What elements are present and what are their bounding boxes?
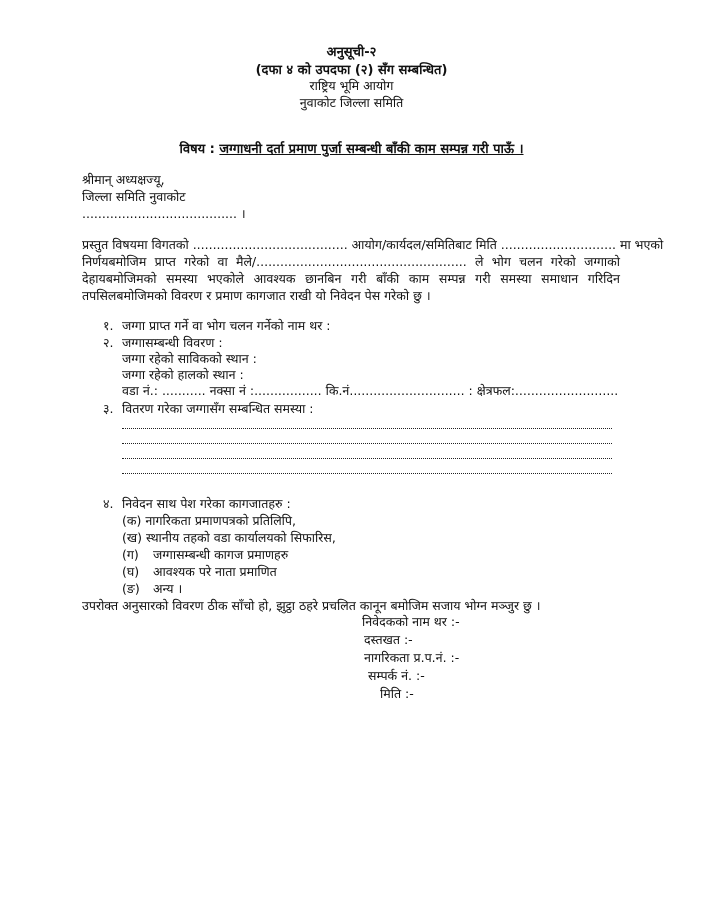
addressee-address: ....................................... । [82,206,246,221]
signature-field: दस्तखत :- [364,632,413,647]
item-number: १. [103,318,114,333]
subject-line [0,139,703,157]
citizenship-number-field: नागरिकता प्र.प.नं. :- [364,650,460,665]
attachment-label: (ङ) [122,581,140,596]
item-attachments: निवेदन साथ पेश गरेका कागजातहरु : [122,496,291,511]
land-former-location: जग्गा रहेको साविकको स्थान : [122,351,257,366]
schedule-title: अनुसूची-२ [326,45,377,60]
land-current-location: जग्गा रहेको हालको स्थान : [122,367,244,382]
item-land-details: जग्गासम्बन्धी विवरण : [122,335,223,350]
blank-line [122,458,612,459]
item-number: ४. [103,496,114,511]
item-problem: वितरण गरेका जग्गासँग सम्बन्धित समस्या : [122,401,314,416]
attachment-label: (घ) [122,564,140,579]
subject-text: जग्गाधनी दर्ता प्रमाण पुर्जा सम्बन्धी बाँकी काम सम्पन्न गरी पाऊँ । [219,142,524,157]
blank-line [122,428,612,429]
date-field: मिति :- [380,686,414,701]
contact-number-field: सम्पर्क नं. :- [368,668,425,683]
addressee-office: जिल्ला समिति नुवाकोट [82,189,186,204]
attachment-ward-recommendation: (ख) स्थानीय तहको वडा कार्यालयको सिफारिस, [122,530,336,545]
attachment-citizenship-copy: (क) नागरिकता प्रमाणपत्रको प्रतिलिपि, [122,513,296,528]
addressee-title: श्रीमान् अध्यक्षज्यू, [82,172,165,187]
commission-name: राष्ट्रिय भूमि आयोग [309,78,394,93]
attachment-other: अन्य । [153,581,183,596]
body-line-4: तपसिलबमोजिमको विवरण र प्रमाण कागजात राखी यो निवेदन पेस गरेको छु । [82,288,431,303]
blank-line [122,443,612,444]
committee-name: नुवाकोट जिल्ला समिति [299,95,404,110]
body-line-2: निर्णयबमोजिम प्राप्त गरेको वा मैले/..................................................... ले भोग चलन गरेको जग्गाको [82,254,620,269]
attachment-relationship-proof: आवश्यक परे नाता प्रमाणित [153,564,277,579]
item-applicant-name: जग्गा प्राप्त गर्ने वा भोग चलन गर्नेको नाम थर : [122,318,331,333]
item-number: ३. [103,401,114,416]
attachment-land-documents: जग्गासम्बन्धी कागज प्रमाणहरु [153,547,289,562]
body-line-1: प्रस्तुत विषयमा विगतको ....................................... आयोग/कार्यदल/समितिबाट मिति ............................. मा भएको [82,237,664,252]
item-number: २. [103,335,114,350]
land-ward-map-plot-area: वडा नं.: ........... नक्सा नं :................. कि.नं............................. : क्षेत्रफल:.......................... [122,383,619,398]
subject-label: विषय : [179,142,215,157]
attachment-label: (ग) [122,547,139,562]
blank-line [122,473,612,474]
body-line-3: देहायबमोजिमको समस्या भएकोले आवश्यक छानबिन गरी बाँकी काम सम्पन्न गरी समस्या समाधान गरिदिन [82,271,620,286]
declaration-text: उपरोक्त अनुसारको विवरण ठीक साँचो हो, झुट्ठा ठहरे प्रचलित कानून बमोजिम सजाय भोग्न मञ्जुर छु । [82,598,541,613]
applicant-name-field: निवेदकको नाम थर :- [362,614,460,629]
clause-reference: (दफा ४ को उपदफा (२) सँग सम्बन्धित) [255,63,448,78]
